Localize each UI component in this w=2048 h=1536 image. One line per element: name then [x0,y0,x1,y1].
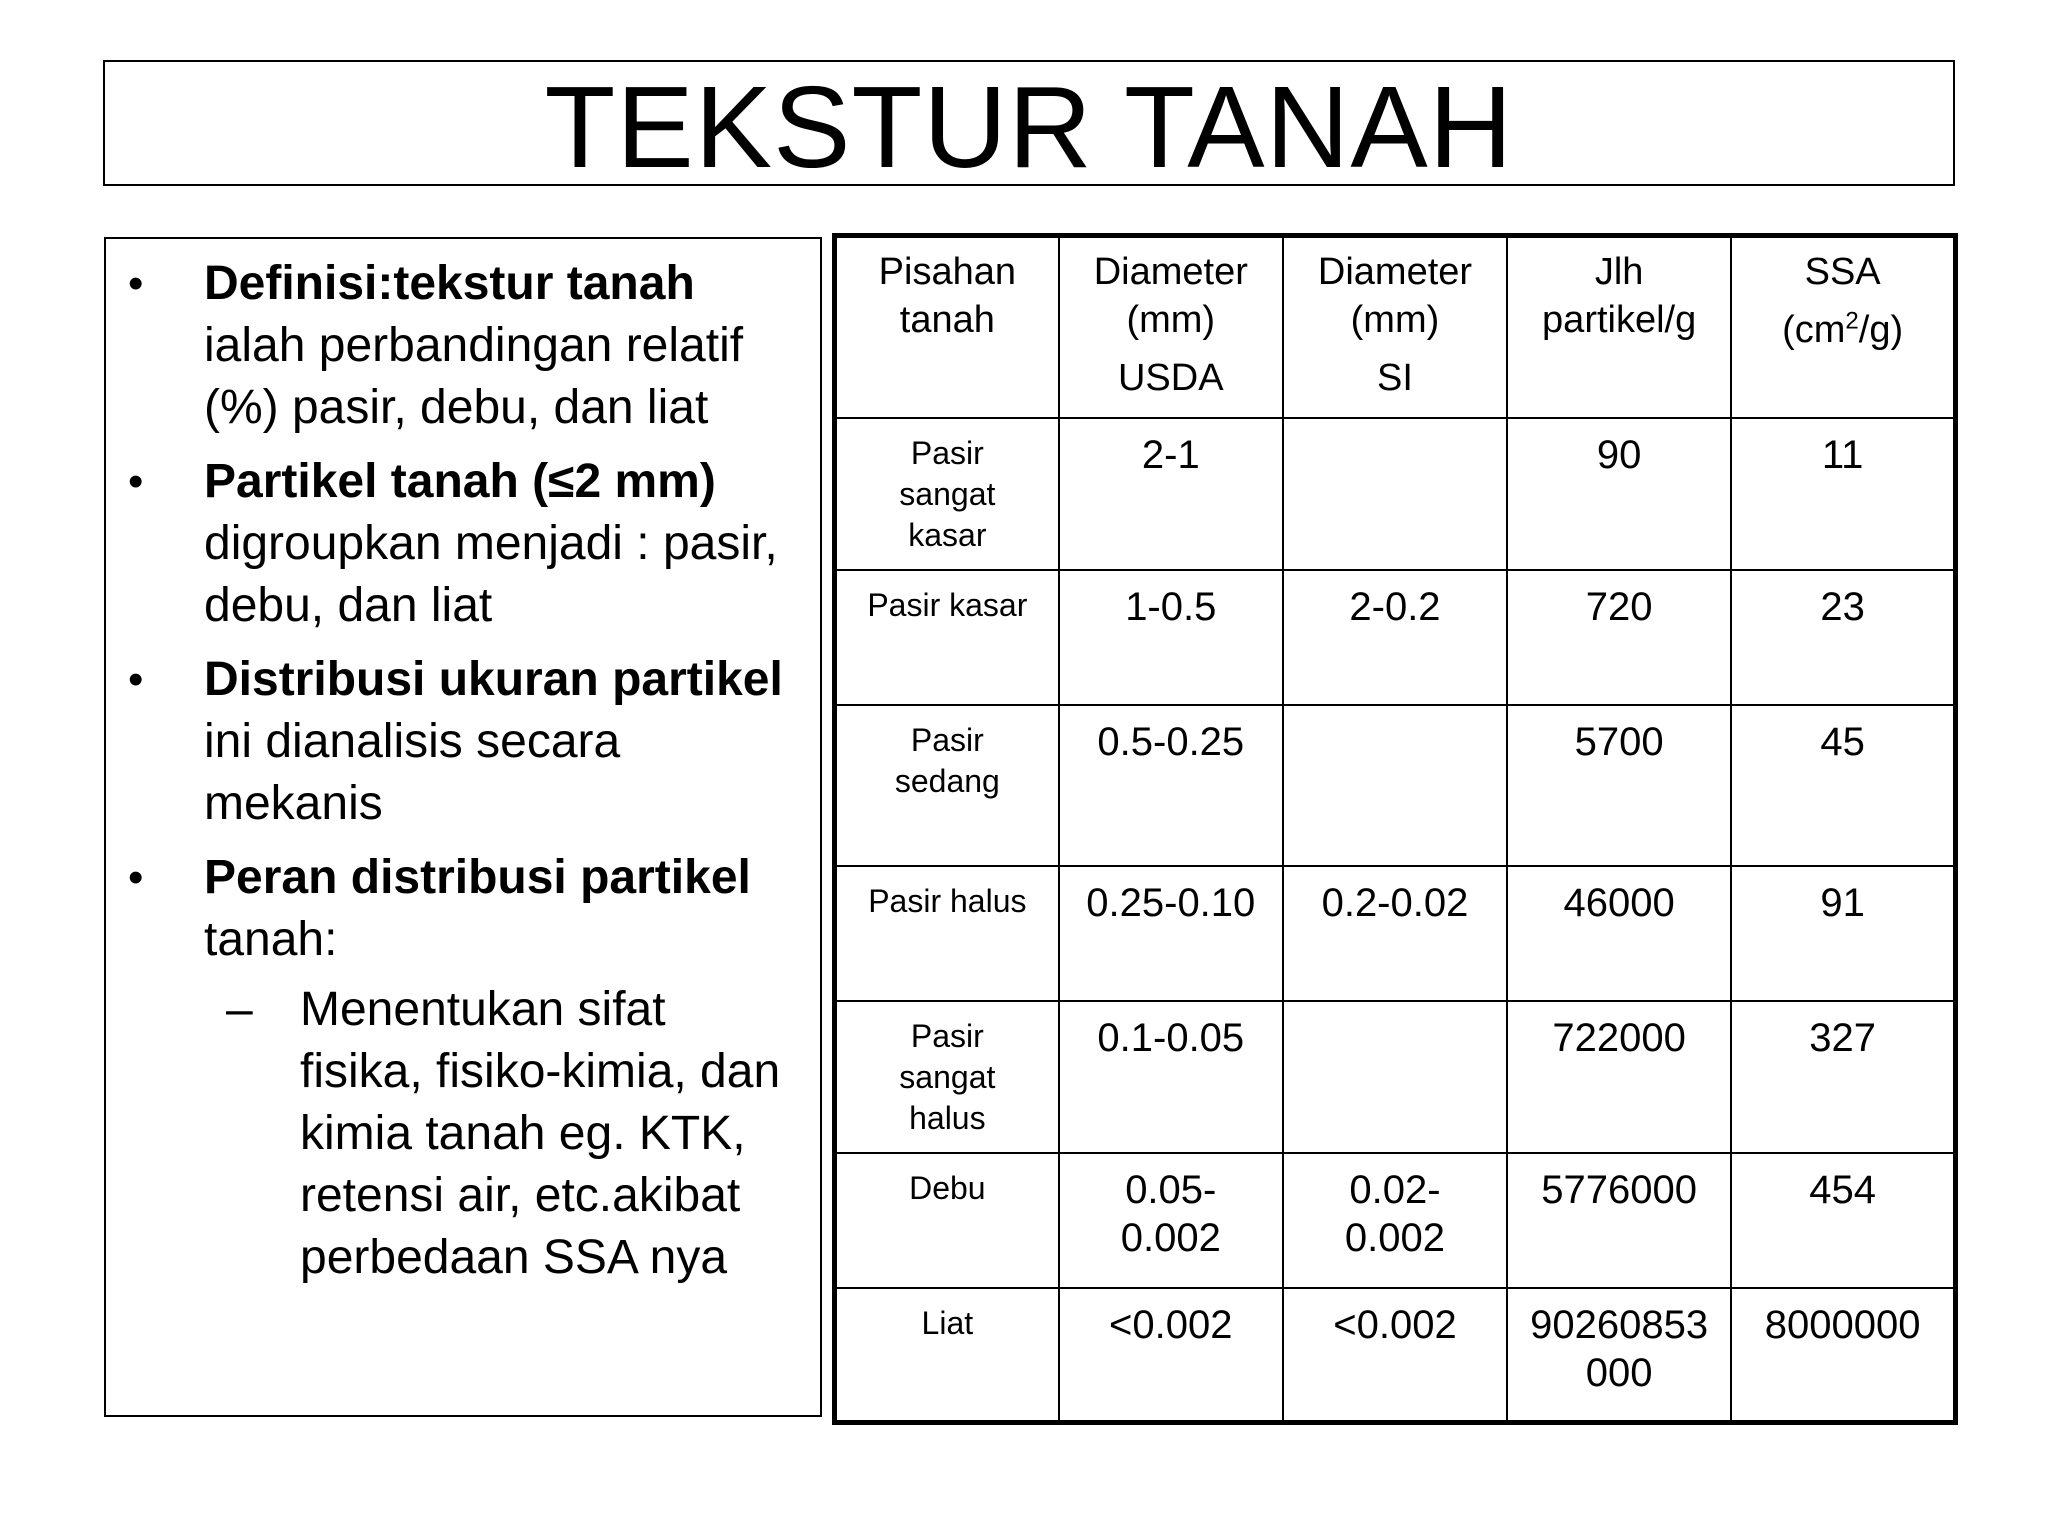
table-cell-name: Liat [835,1288,1059,1423]
table-cell-count: 5776000 [1507,1153,1731,1288]
bullet-bold-text: Partikel tanah (≤2 mm) [204,455,716,508]
table-cell-count: 722000 [1507,1001,1731,1153]
header-ssa: SSA $(cm^2/g)$ [1731,236,1955,418]
table-cell-si: 0.02- 0.002 [1283,1153,1507,1288]
table-cell-name: Pasir halus [835,866,1059,1001]
table-cell-name: Pasir sangat halus [835,1001,1059,1153]
table-cell-count: 46000 [1507,866,1731,1001]
table-row [835,570,1956,705]
bullet-item [106,253,800,439]
table-cell-si: <0.002 [1283,1288,1507,1423]
header-diameter-si: Diameter (mm) SI [1283,236,1507,418]
bullet-icon: • [128,655,144,704]
header-particle-count: Jlh partikel/g [1507,236,1731,418]
bullet-bold-text: Distribusi ukuran partikel [204,653,783,706]
table-cell-count: 5700 [1507,705,1731,866]
bullet-list-box [104,237,822,1417]
bullet-icon: • [128,259,144,308]
title-box [103,60,1955,192]
table-cell-count: 90 [1507,418,1731,570]
table-cell-ssa: 45 [1731,705,1955,866]
table-cell-usda: 0.1-0.05 [1059,1001,1283,1153]
soil-texture-table [832,233,1958,1425]
table-cell-usda: 1-0.5 [1059,570,1283,705]
table-cell-ssa: 454 [1731,1153,1955,1288]
bullet-text: tanah: [204,913,338,966]
table-cell-count: 720 [1507,570,1731,705]
table-cell-usda: 0.5-0.25 [1059,705,1283,866]
table-cell-ssa: 23 [1731,570,1955,705]
bullet-icon: • [128,457,144,506]
bullet-text: ialah perbandingan relatif (%) pasir, debu, dan liat [204,319,744,434]
bullet-bold-text: Peran distribusi partikel [204,851,751,904]
table-cell-name: Pasir kasar [835,570,1059,705]
soil-texture-table-wrap [832,233,1958,1424]
table-cell-si: 2-0.2 [1283,570,1507,705]
table-cell-usda: <0.002 [1059,1288,1283,1423]
bullet-item [106,451,800,637]
table-row [835,1288,1956,1423]
table-row [835,1001,1956,1153]
bullet-text: ini dianalisis secara mekanis [204,715,621,830]
table-cell-usda: 2-1 [1059,418,1283,570]
table-cell-usda: 0.05- 0.002 [1059,1153,1283,1288]
table-cell-ssa: 8000000 [1731,1288,1955,1423]
table-cell-ssa: 91 [1731,866,1955,1001]
table-row [835,1153,1956,1288]
dash-icon: – [226,983,253,1036]
table-cell-name: Debu [835,1153,1059,1288]
bullet-bold-text: Definisi:tekstur tanah [204,257,695,310]
table-cell-usda: 0.25-0.10 [1059,866,1283,1001]
table-cell-ssa: 11 [1731,418,1955,570]
header-pisahan: Pisahan tanah [835,236,1059,418]
bullet-item [106,847,800,1289]
table-cell-si: 0.2-0.02 [1283,866,1507,1001]
table-row [835,866,1956,1001]
bullet-text: digroupkan menjadi : pasir, debu, dan liat [204,517,778,632]
sub-bullet-text: Menentukan sifat fisika, fisiko-kimia, dan kimia tanah eg. KTK, retensi air, etc.akibat perbedaan SSA nya [300,983,781,1284]
table-cell-ssa: 327 [1731,1001,1955,1153]
table-cell-si [1283,705,1507,866]
header-diameter-usda: Diameter (mm) USDA [1059,236,1283,418]
table-cell-si [1283,418,1507,570]
bullet-list [106,253,800,1289]
table-cell-name: Pasir sangat kasar [835,418,1059,570]
table-cell-si [1283,1001,1507,1153]
bullet-icon: • [128,853,144,902]
table-header-row [835,236,1956,418]
table-cell-count: 90260853 000 [1507,1288,1731,1423]
table-body [835,418,1956,1423]
bullet-item [106,649,800,835]
table-cell-name: Pasir sedang [835,705,1059,866]
table-row [835,705,1956,866]
table-row [835,418,1956,570]
sub-bullet-item [106,979,800,1289]
page-title: TEKSTUR TANAH [544,62,1514,192]
